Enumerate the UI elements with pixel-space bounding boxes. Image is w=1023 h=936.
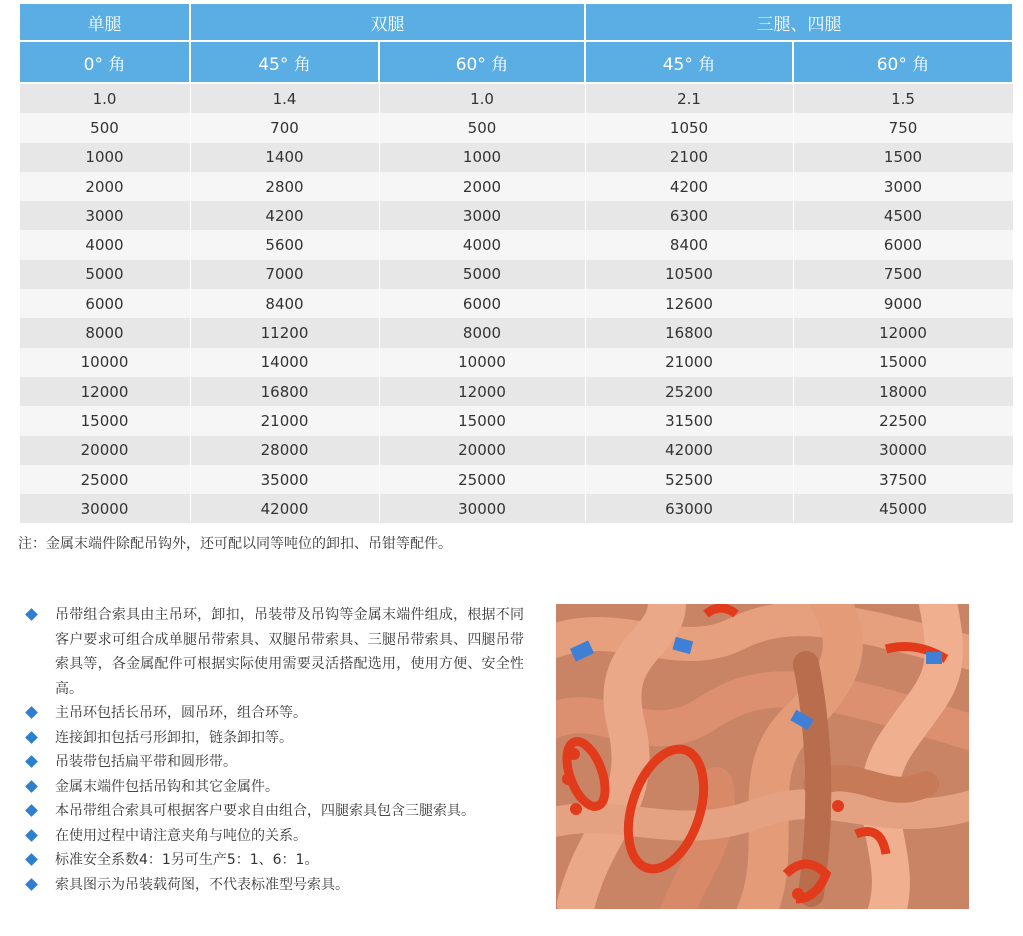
table-cell: 10000: [19, 348, 190, 377]
diamond-bullet-icon: [25, 829, 38, 842]
list-item: [24, 775, 524, 800]
list-item: [24, 799, 524, 824]
table-cell: 4200: [190, 201, 379, 230]
table-cell: 52500: [585, 465, 793, 494]
list-item-text: 金属末端件包括吊钩和其它金属件。: [55, 778, 279, 795]
table-cell: 25000: [379, 465, 585, 494]
table-cell: 1.0: [379, 83, 585, 113]
table-cell: 2.1: [585, 83, 793, 113]
header-single-leg: 单腿: [19, 3, 190, 41]
table-cell: 500: [379, 113, 585, 142]
table-cell: 12000: [379, 377, 585, 406]
list-item: [24, 750, 524, 775]
table-cell: 4500: [793, 201, 1013, 230]
table-cell: 2800: [190, 172, 379, 201]
table-row: [19, 406, 1013, 435]
table-cell: 15000: [19, 406, 190, 435]
table-cell: 30000: [793, 436, 1013, 465]
table-cell: 6000: [793, 230, 1013, 259]
table-row: [19, 172, 1013, 201]
table-cell: 8400: [585, 230, 793, 259]
table-cell: 37500: [793, 465, 1013, 494]
table-cell: 14000: [190, 348, 379, 377]
list-item-text: 吊带组合索具由主吊环，卸扣，吊装带及吊钩等金属末端件组成，根据不同客户要求可组合成单腿吊带索具、双腿吊带索具、三腿吊带索具、四腿吊带索具等，各金属配件可根据实际使用需要灵活搭配选用，使用方便、安全性高。: [55, 607, 524, 697]
table-cell: 18000: [793, 377, 1013, 406]
diamond-bullet-icon: [25, 706, 38, 719]
table-cell: 6000: [19, 289, 190, 318]
table-cell: 12000: [793, 318, 1013, 347]
table-cell: 15000: [379, 406, 585, 435]
table-row: [19, 494, 1013, 523]
list-item-text: 索具图示为吊装载荷图，不代表标准型号索具。: [55, 876, 349, 893]
list-item-text: 吊装带包括扁平带和圆形带。: [55, 754, 237, 770]
header-angle: 60° 角: [379, 41, 585, 83]
table-cell: 25200: [585, 377, 793, 406]
table-row: [19, 377, 1013, 406]
header-angle: 45° 角: [190, 41, 379, 83]
table-cell: 8000: [19, 318, 190, 347]
table-cell: 1050: [585, 113, 793, 142]
list-item: [24, 873, 524, 898]
table-cell: 22500: [793, 406, 1013, 435]
list-item: [24, 603, 524, 701]
feature-list: [24, 603, 524, 897]
table-cell: 20000: [19, 436, 190, 465]
table-cell: 20000: [379, 436, 585, 465]
table-note: 注：金属末端件除配吊钩外，还可配以同等吨位的卸扣、吊钳等配件。: [18, 536, 452, 552]
table-cell: 21000: [190, 406, 379, 435]
table-cell: 2100: [585, 143, 793, 172]
table-cell: 28000: [190, 436, 379, 465]
table-cell: 7500: [793, 260, 1013, 289]
list-item: [24, 824, 524, 849]
table-row: [19, 201, 1013, 230]
table-cell: 9000: [793, 289, 1013, 318]
diamond-bullet-icon: [25, 755, 38, 768]
table-cell: 16800: [190, 377, 379, 406]
table-cell: 1400: [190, 143, 379, 172]
table-cell: 30000: [379, 494, 585, 523]
table-row: [19, 230, 1013, 259]
table-cell: 1500: [793, 143, 1013, 172]
table-cell: 25000: [19, 465, 190, 494]
table-row: [19, 348, 1013, 377]
load-capacity-table: [18, 2, 1014, 523]
table-cell: 7000: [190, 260, 379, 289]
list-item-text: 主吊环包括长吊环，圆吊环，组合环等。: [55, 705, 307, 721]
diamond-bullet-icon: [25, 731, 38, 744]
list-item: [24, 726, 524, 751]
table-cell: 1000: [19, 143, 190, 172]
table-row: [19, 113, 1013, 142]
table-cell: 4200: [585, 172, 793, 201]
table-cell: 12000: [19, 377, 190, 406]
table-cell: 5000: [379, 260, 585, 289]
table-cell: 1.4: [190, 83, 379, 113]
table-cell: 16800: [585, 318, 793, 347]
header-angle: 60° 角: [793, 41, 1013, 83]
table-row: [19, 318, 1013, 347]
header-angle: 45° 角: [585, 41, 793, 83]
table-cell: 30000: [19, 494, 190, 523]
table-cell: 1.5: [793, 83, 1013, 113]
table-cell: 5000: [19, 260, 190, 289]
table-cell: 4000: [19, 230, 190, 259]
list-item-text: 在使用过程中请注意夹角与吨位的关系。: [55, 827, 307, 844]
table-cell: 700: [190, 113, 379, 142]
table-cell: 3000: [379, 201, 585, 230]
table-cell: 2000: [19, 172, 190, 201]
table-cell: 8400: [190, 289, 379, 318]
header-three-four-leg: 三腿、四腿: [585, 3, 1013, 41]
table-cell: 3000: [793, 172, 1013, 201]
table-row: [19, 143, 1013, 172]
header-angle: 0° 角: [19, 41, 190, 83]
table-cell: 11200: [190, 318, 379, 347]
table-cell: 31500: [585, 406, 793, 435]
diamond-bullet-icon: [25, 804, 38, 817]
table-cell: 35000: [190, 465, 379, 494]
table-cell: 2000: [379, 172, 585, 201]
table-row: [19, 260, 1013, 289]
table-row: [19, 289, 1013, 318]
list-item-text: 标准安全系数4：1另可生产5：1、6：1。: [55, 852, 319, 868]
table-cell: 6000: [379, 289, 585, 318]
diamond-bullet-icon: [25, 878, 38, 891]
table-cell: 4000: [379, 230, 585, 259]
table-row: [19, 83, 1013, 113]
table-cell: 45000: [793, 494, 1013, 523]
table-cell: 10500: [585, 260, 793, 289]
table-row: [19, 465, 1013, 494]
table-cell: 6300: [585, 201, 793, 230]
table-cell: 5600: [190, 230, 379, 259]
table-cell: 15000: [793, 348, 1013, 377]
table-cell: 21000: [585, 348, 793, 377]
table-cell: 1.0: [19, 83, 190, 113]
diamond-bullet-icon: [25, 608, 38, 621]
table-cell: 10000: [379, 348, 585, 377]
sling-photo-illustration: [556, 604, 969, 909]
product-photo: [556, 604, 969, 909]
list-item-text: 本吊带组合索具可根据客户要求自由组合，四腿索具包含三腿索具。: [55, 803, 475, 819]
table-row: [19, 436, 1013, 465]
diamond-bullet-icon: [25, 853, 38, 866]
table-cell: 12600: [585, 289, 793, 318]
list-item: [24, 701, 524, 726]
table-cell: 42000: [190, 494, 379, 523]
table-cell: 42000: [585, 436, 793, 465]
table-cell: 500: [19, 113, 190, 142]
table-cell: 8000: [379, 318, 585, 347]
diamond-bullet-icon: [25, 780, 38, 793]
table-cell: 750: [793, 113, 1013, 142]
list-item-text: 连接卸扣包括弓形卸扣，链条卸扣等。: [55, 729, 293, 746]
table-cell: 1000: [379, 143, 585, 172]
table-cell: 63000: [585, 494, 793, 523]
list-item: [24, 848, 524, 873]
header-double-leg: 双腿: [190, 3, 585, 41]
table-cell: 3000: [19, 201, 190, 230]
